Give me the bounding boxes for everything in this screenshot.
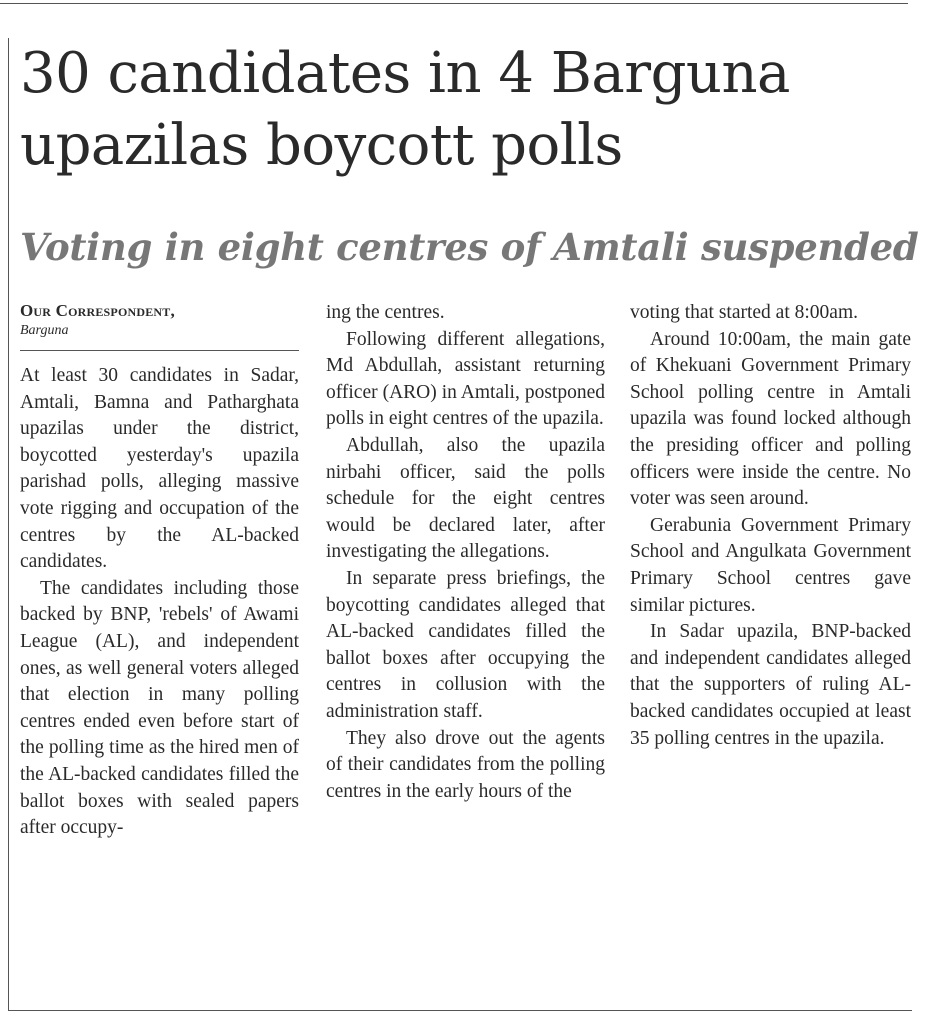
paragraph: voting that started at 8:00am. [630, 302, 858, 323]
bottom-rule [8, 1010, 912, 1011]
article-column-1 [20, 300, 299, 842]
top-rule [0, 3, 908, 4]
left-rule [8, 38, 9, 1010]
paragraph: Following different allegations, Md Abdullah, assistant returning officer (ARO) in Amtali, postponed polls in eight centres of the upazila. [326, 328, 605, 430]
paragraph: The candidates including those backed by BNP, 'rebels' of Awami League (AL), and independent ones, as well general voters alleged that election in many polling centres ended even before start of the polling time as the hired men of the AL-backed candidates filled the ballot boxes with sealed papers after occupy- [20, 577, 299, 839]
paragraph: Around 10:00am, the main gate of Khekuani Government Primary School polling centre in Amtali upazila was found locked although the presiding officer and polling officers were inside the centre. No voter was seen around. [630, 328, 911, 510]
byline-rule [20, 350, 299, 351]
dateline: Barguna [20, 323, 69, 338]
paragraph: Abdullah, also the upazila nirbahi officer, said the polls schedule for the eight centres would be declared later, after investigating the allegations. [326, 434, 605, 563]
subheadline: Voting in eight centres of Amtali suspended [20, 225, 919, 269]
article-column-3 [630, 300, 911, 752]
paragraph: At least 30 candidates in Sadar, Amtali, Bamna and Patharghata upazilas under the district, boycotted yesterday's upazila parishad polls, alleging massive vote rigging and occupation of the centres by the AL-backed candidates. [20, 365, 299, 573]
paragraph: Gerabunia Government Primary School and Angulkata Government Primary School centres gave similar pictures. [630, 514, 911, 616]
paragraph: In Sadar upazila, BNP-backed and independent candidates alleged that the supporters of ruling AL-backed candidates occupied at least 35 polling centres in the upazila. [630, 621, 911, 749]
paragraph: ing the centres. [326, 302, 445, 323]
headline: 30 candidates in 4 Barguna upazilas boycott polls [20, 41, 790, 178]
paragraph: In separate press briefings, the boycotting candidates alleged that AL-backed candidates filled the ballot boxes after occupying the centres in collusion with the administration staff. [326, 567, 605, 722]
paragraph: They also drove out the agents of their candidates from the polling centres in the early hours of the [326, 727, 605, 802]
byline: Our Correspondent, [20, 301, 175, 320]
article-column-2 [326, 300, 605, 805]
